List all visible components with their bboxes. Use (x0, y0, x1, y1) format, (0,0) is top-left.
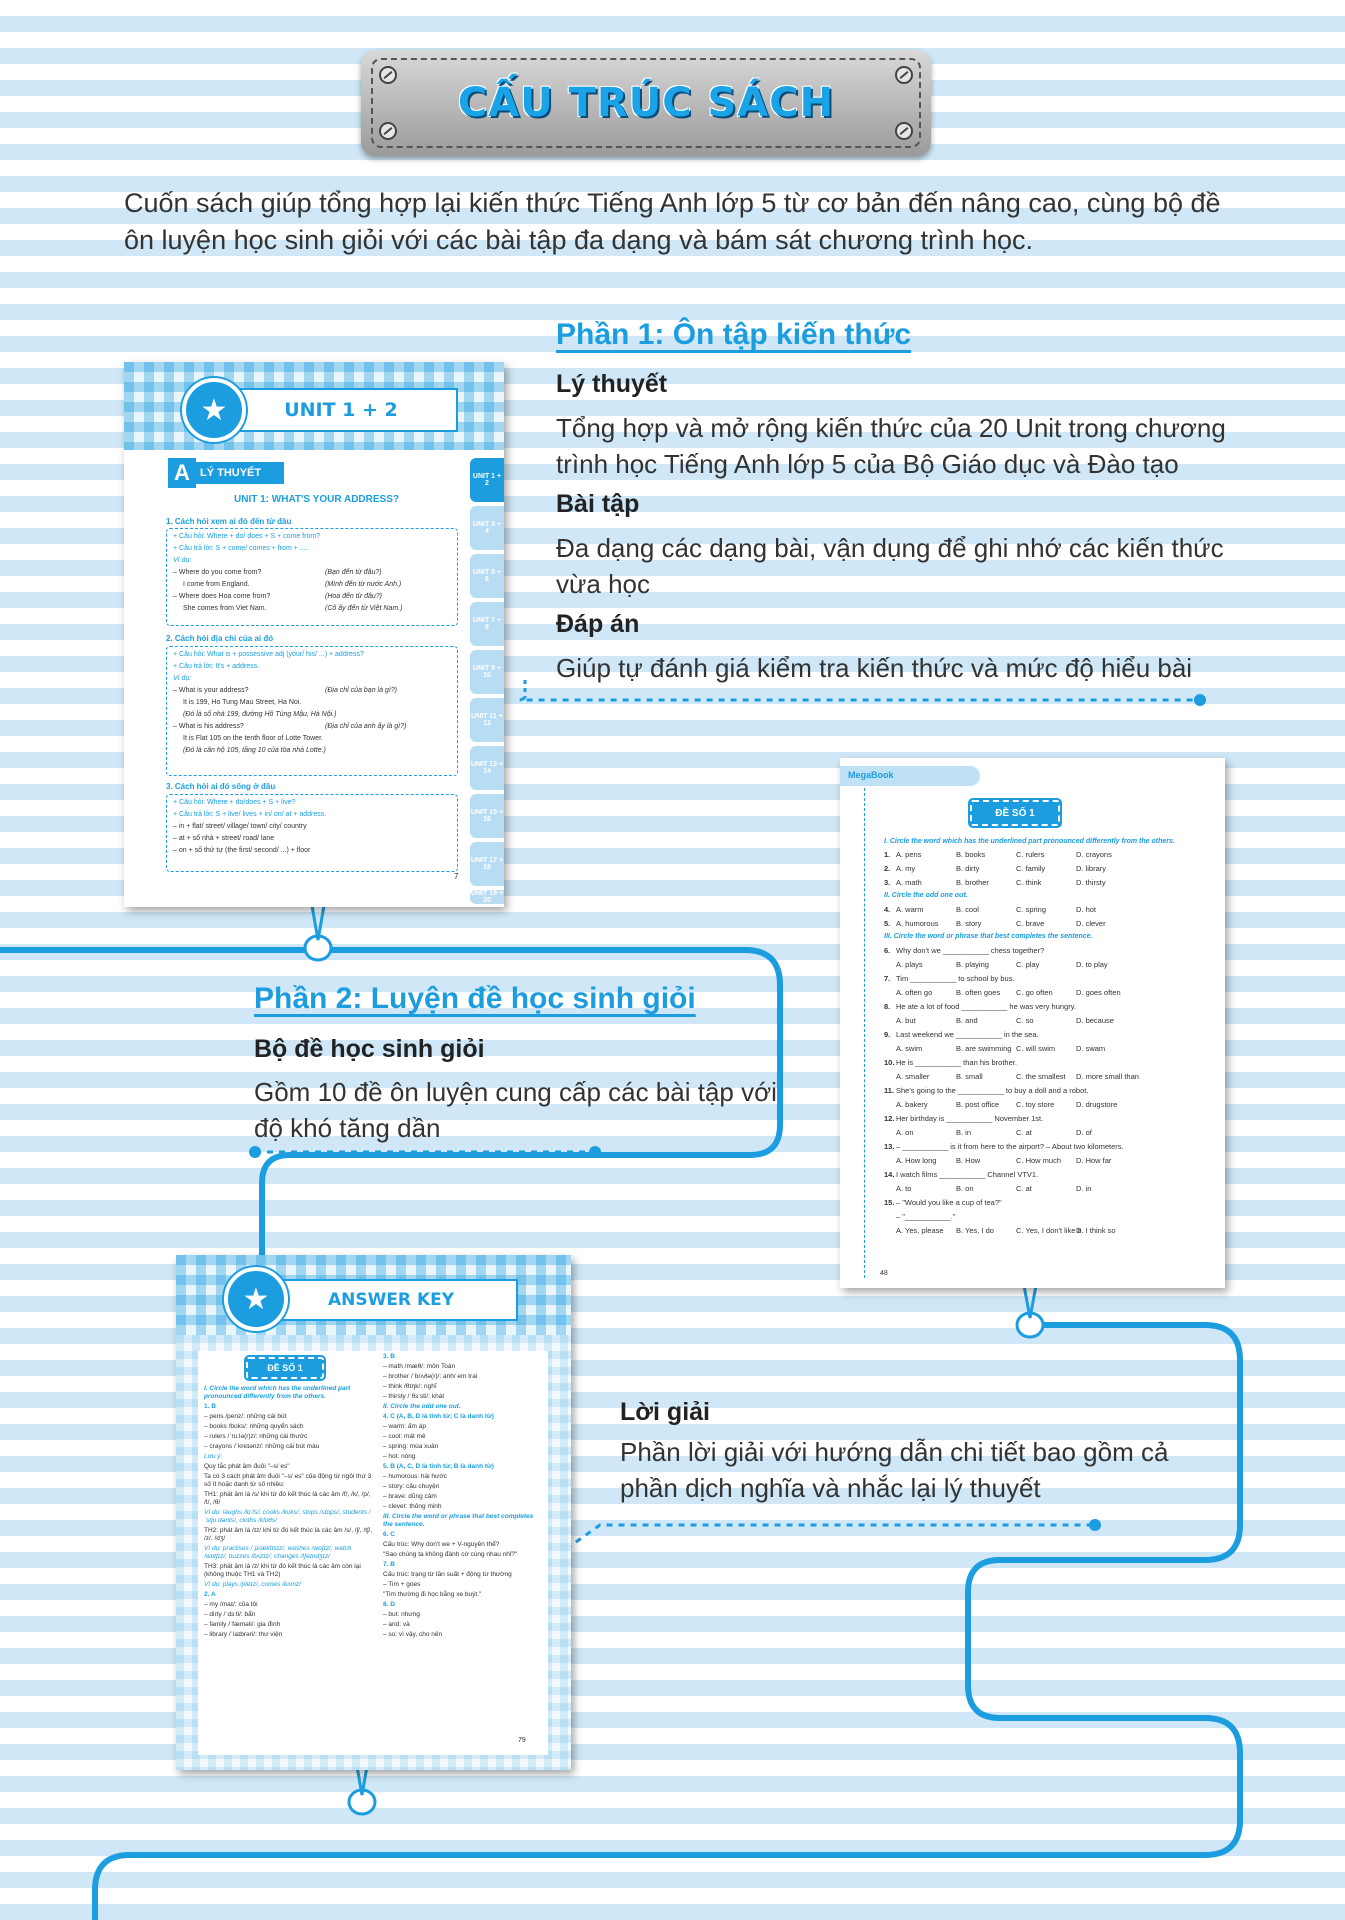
question-option: C. will swim (1016, 1044, 1056, 1053)
block-line: + Câu hỏi: What is + possessive adj (your/ his/ ...) + address? (173, 651, 364, 658)
unit-tab: UNIT 15 + 16 (470, 794, 504, 838)
answer-line: – think /θɪŋk/: nghĩ (383, 1383, 437, 1390)
question-option: B. often goes (956, 988, 1001, 997)
question-option: Her birthday is ___________ November 1st. (896, 1114, 1044, 1123)
question-option: B. Yes, I do (956, 1226, 994, 1235)
answer-line: – spring: mùa xuân (383, 1443, 439, 1450)
block-note: (Địa chỉ của bạn là gì?) (325, 687, 397, 694)
brand-label: MegaBook (848, 770, 894, 780)
question-option: B. post office (956, 1100, 1000, 1109)
question-option: C. go often (1016, 988, 1053, 997)
answer-line: – cool: mát mẻ (383, 1433, 426, 1440)
block-note: (Cô ấy đến từ Việt Nam.) (325, 605, 403, 612)
question-option: B. brother (956, 878, 989, 887)
block-note: (Bạn đến từ đâu?) (325, 569, 382, 576)
answer-line: – brother /ˈbrʌðə(r)/: anh/ em trai (383, 1373, 478, 1380)
part3-title: Lời giải (620, 1398, 711, 1426)
unit-tab: UNIT 13 + 14 (470, 746, 504, 790)
answer-line: TH1: phát âm là /s/ khi từ đó kết thúc là các âm /f/, /k/, /p/, /t/, /θ/ (204, 1491, 371, 1506)
question-option: B. playing (956, 960, 989, 969)
block1-heading: 1. Cách hỏi xem ai đó đến từ đâu (166, 517, 292, 526)
question-option: – "Would you like a cup of tea?" (896, 1198, 1002, 1207)
question-row (884, 1198, 1215, 1210)
question-row (884, 919, 1215, 931)
block3-heading: 3. Cách hỏi ai đó sống ở đâu (166, 782, 276, 791)
question-option: A. math (896, 878, 922, 887)
part1-exercise-title: Bài tập (556, 490, 640, 518)
block-line: – on + số thứ tự (the first/ second/ ...) + floor (173, 847, 311, 854)
block-line: + Câu hỏi: Where + do/does + S + live? (173, 799, 296, 806)
question-option: D. drugstore (1076, 1100, 1118, 1109)
question-option: C. rulers (1016, 850, 1045, 859)
title-banner (361, 50, 931, 156)
question-number: 4. (884, 905, 891, 914)
exam-section-heading: III. Circle the word or phrase that best completes the sentence. (884, 933, 1093, 940)
part1-answer-title: Đáp án (556, 610, 640, 638)
answer-ribbon: ANSWER KEY (264, 1279, 518, 1321)
question-option: B. books (956, 850, 986, 859)
unit-tab: UNIT 19 + 20 (470, 890, 504, 904)
question-number: 5. (884, 919, 891, 928)
question-number: 1. (884, 850, 891, 859)
question-row (884, 1044, 1215, 1056)
question-option: B. cool (956, 905, 979, 914)
unit-page-thumbnail (124, 362, 504, 907)
question-row (884, 1170, 1215, 1182)
question-option: B. story (956, 919, 982, 928)
block-line: + Câu hỏi: Where + do/ does + S + come from? (173, 533, 321, 540)
question-row (884, 946, 1215, 958)
question-row (884, 1212, 1215, 1224)
question-number: 14. (884, 1170, 895, 1179)
answer-line: I. Circle the word which has the underlined part pronounced differently from the others. (204, 1385, 351, 1400)
question-option: She's going to the ___________ to buy a doll and a robot. (896, 1086, 1089, 1095)
page-number: 48 (880, 1270, 888, 1277)
question-option: D. in (1076, 1184, 1092, 1193)
question-option: D. clever (1076, 919, 1106, 928)
exam-title: ĐỀ SỐ 1 (970, 800, 1060, 826)
question-option: C. the smallest (1016, 1072, 1066, 1081)
answer-line: 5. B (A, C, D là tính từ; B là danh từ) (383, 1463, 494, 1470)
answer-title: ĐỀ SỐ 1 (246, 1357, 324, 1379)
unit-tab: UNIT 7 + 8 (470, 602, 504, 646)
block-note: (Mình đến từ nước Anh.) (325, 581, 402, 588)
answer-line: – books /bʊks/: những quyển sách (204, 1423, 304, 1430)
question-option: A. humorous (896, 919, 939, 928)
answer-line: 7. B (383, 1561, 395, 1568)
answer-page-thumbnail (176, 1255, 571, 1770)
answer-line: Ví dụ: laughs /lɑːfs/, cooks /kʊks/, stops /stɒps/, students /ˈstjuːdənts/, cloths /klɒθs/ (204, 1509, 371, 1524)
unit-tab: UNIT 5 + 6 (470, 554, 504, 598)
answer-line: 6. C (383, 1531, 395, 1538)
block2-box (166, 646, 458, 776)
answer-line: 4. C (A, B, D là tính từ; C là danh từ) (383, 1413, 494, 1420)
question-option: D. of (1076, 1128, 1092, 1137)
question-row (884, 1016, 1215, 1028)
answer-line: 8. D (383, 1601, 395, 1608)
page-number: 7 (454, 872, 459, 881)
block3-box (166, 794, 458, 872)
question-number: 6. (884, 946, 891, 955)
question-row (884, 1184, 1215, 1196)
question-number: 11. (884, 1086, 895, 1095)
question-option: A. swim (896, 1044, 923, 1053)
answer-line: – my /maɪ/: của tôi (204, 1601, 258, 1608)
question-option: C. play (1016, 960, 1040, 969)
exam-questions (884, 850, 1215, 1270)
answer-line: "Tim thường đi học bằng xe buýt." (383, 1591, 482, 1598)
block-line: It is Flat 105 on the tenth floor of Lotte Tower. (183, 735, 323, 742)
section-label: LÝ THUYẾT (194, 462, 284, 484)
question-option: D. How far (1076, 1156, 1112, 1165)
question-row (884, 1100, 1215, 1112)
answer-line: – humorous: hài hước (383, 1473, 447, 1480)
answer-line: – math /mæθ/: môn Toán (383, 1363, 456, 1370)
question-option: A. pens (896, 850, 922, 859)
block-line: – What is your address? (173, 687, 249, 694)
unit-tab: UNIT 11 + 12 (470, 698, 504, 742)
section-letter: A (168, 458, 196, 488)
question-option: D. library (1076, 864, 1107, 873)
answer-line: "Sao chúng ta không đánh cờ cùng nhau nhỉ?" (383, 1551, 518, 1558)
question-option: He ate a lot of food ___________ he was very hungry. (896, 1002, 1076, 1011)
block-line: (Đó là căn hộ 105, tầng 10 của tòa nhà Lotte.) (183, 747, 326, 754)
question-row (884, 1086, 1215, 1098)
answer-line: – dirty /ˈdɜːti/: bẩn (204, 1611, 256, 1618)
part1-theory-title: Lý thuyết (556, 370, 668, 398)
unit-ribbon: UNIT 1 + 2 (224, 388, 458, 432)
exam-sec1: I. Circle the word which has the underlined part pronounced differently from the others. (884, 838, 1175, 845)
part1-exercise-text: Đa dạng các dạng bài, vận dụng để ghi nhớ các kiến thức vừa học (556, 533, 1224, 599)
question-option: – "___________." (896, 1212, 956, 1221)
question-option: He is ___________ than his brother. (896, 1058, 1017, 1067)
part1-heading: Phần 1: Ôn tập kiến thức (556, 318, 912, 351)
question-number: 13. (884, 1142, 895, 1151)
part2-title: Bộ đề học sinh giỏi (254, 1035, 485, 1063)
block-line: + Câu trả lời: S + come/ comes + from + .... (173, 545, 308, 552)
block-line: – Where does Hoa come from? (173, 593, 271, 600)
question-number: 9. (884, 1030, 891, 1039)
margin-line (864, 788, 865, 1278)
exam-page-thumbnail (840, 758, 1225, 1288)
question-option: I watch films ___________ Channel VTV1. (896, 1170, 1039, 1179)
block-line: Ví dụ: (173, 675, 192, 682)
question-row (884, 1156, 1215, 1168)
answer-line: – rulers /ˈruːlə(r)z/: những cái thước (204, 1433, 308, 1440)
unit-tab: UNIT 17 + 18 (470, 842, 504, 886)
question-option: D. swam (1076, 1044, 1106, 1053)
answer-right-column (383, 1353, 543, 1641)
part2-heading: Phần 2: Luyện đề học sinh giỏi (254, 982, 696, 1015)
question-option: C. at (1016, 1184, 1032, 1193)
answer-line: TH3: phát âm là /z/ khi từ đó kết thúc là các âm còn lại (không thuộc TH1 và TH2) (204, 1563, 361, 1578)
question-option: C. Yes, I don't like it (1016, 1226, 1082, 1235)
block-note: (Hoa đến từ đâu?) (325, 593, 382, 600)
question-row (884, 864, 1215, 876)
answer-line: 1. B (204, 1403, 216, 1410)
question-option: A. Yes, please (896, 1226, 944, 1235)
question-option: C. at (1016, 1128, 1032, 1137)
block1-box (166, 528, 458, 626)
question-number: 2. (884, 864, 891, 873)
question-number: 15. (884, 1198, 895, 1207)
question-number: 7. (884, 974, 891, 983)
question-option: A. smaller (896, 1072, 930, 1081)
block-line: – at + số nhà + street/ road/ lane (173, 835, 275, 842)
answer-line: III. Circle the word or phrase that best completes the sentence. (383, 1513, 534, 1528)
question-option: – ___________ is it from here to the airport? – About two kilometers. (896, 1142, 1124, 1151)
question-option: A. often go (896, 988, 933, 997)
answer-line: – library /ˈlaɪbrəri/: thư viện (204, 1631, 283, 1638)
question-option: Last weekend we ___________ in the sea. (896, 1030, 1039, 1039)
block-line: She comes from Viet Nam. (183, 605, 267, 612)
block2-heading: 2. Cách hỏi địa chỉ của ai đó (166, 634, 274, 643)
question-option: A. to (896, 1184, 912, 1193)
question-row (884, 1072, 1215, 1084)
block-note: (Địa chỉ của anh ấy là gì?) (325, 723, 407, 730)
answer-line: 3. B (383, 1353, 395, 1360)
answer-line: – warm: ấm áp (383, 1423, 426, 1430)
question-option: C. think (1016, 878, 1042, 887)
question-option: C. How much (1016, 1156, 1062, 1165)
question-option: C. family (1016, 864, 1046, 873)
answer-line: TH2: phát âm là /ɪz/ khi từ đó kết thúc là các âm /s/, /ʃ/, /tʃ/, /z/, /dʒ/ (204, 1527, 373, 1542)
question-option: A. bakery (896, 1100, 928, 1109)
answer-line: – so: vì vậy, cho nên (383, 1631, 443, 1638)
question-option: A. my (896, 864, 916, 873)
question-option: D. because (1076, 1016, 1114, 1025)
question-row (884, 905, 1215, 917)
question-option: D. to play (1076, 960, 1108, 969)
answer-line: Lưu ý: (204, 1453, 223, 1460)
answer-line: – but: nhưng (383, 1611, 420, 1618)
question-option: C. spring (1016, 905, 1047, 914)
answer-line: 2. A (204, 1591, 216, 1598)
block-line: + Câu trả lời: S + live/ lives + in/ on/ at + address. (173, 811, 327, 818)
question-option: D. hot (1076, 905, 1097, 914)
question-option: B. in (956, 1128, 972, 1137)
unit-subtitle: UNIT 1: WHAT'S YOUR ADDRESS? (234, 494, 399, 505)
question-row (884, 1128, 1215, 1140)
star-medal-icon: ★ (182, 378, 246, 442)
question-row (884, 1142, 1215, 1154)
answer-line: – pens /penz/: những cái bút (204, 1413, 287, 1420)
question-option: B. dirty (956, 864, 980, 873)
page-title: CẤU TRÚC SÁCH (457, 80, 835, 126)
answer-line: Ví dụ: plays /pleɪz/, comes /kʌmz/ (204, 1581, 301, 1588)
question-option: C. so (1016, 1016, 1034, 1025)
question-row (884, 850, 1215, 862)
question-option: D. I think so (1076, 1226, 1116, 1235)
answer-line: – hot: nóng (383, 1453, 416, 1460)
answer-line: Ta có 3 cách phát âm đuôi "–s/ es" của động từ ngôi thứ 3 số ít hoặc danh từ số nhiều: (204, 1473, 372, 1488)
question-option: D. more small than (1076, 1072, 1139, 1081)
question-option: D. thirsty (1076, 878, 1106, 887)
block-line: Ví dụ: (173, 557, 192, 564)
question-option: Why don't we ___________ chess together? (896, 946, 1045, 955)
question-number: 10. (884, 1058, 895, 1067)
question-option: A. How long (896, 1156, 937, 1165)
question-option: C. brave (1016, 919, 1045, 928)
question-number: 8. (884, 1002, 891, 1011)
question-row (884, 960, 1215, 972)
answer-line: – and: và (383, 1621, 410, 1628)
star-medal-icon: ★ (224, 1267, 288, 1331)
block-line: It is 199, Ho Tung Mau Street, Ha Noi. (183, 699, 302, 706)
question-option: D. crayons (1076, 850, 1112, 859)
answer-line: – brave: dũng cảm (383, 1493, 437, 1500)
part2-text: Gồm 10 đề ôn luyện cung cấp các bài tập với độ khó tăng dần (254, 1077, 777, 1143)
question-option: A. on (896, 1128, 914, 1137)
question-option: D. goes often (1076, 988, 1121, 997)
block-line: – Where do you come from? (173, 569, 262, 576)
exam-section-heading: II. Circle the odd one out. (884, 892, 968, 899)
answer-line: Ví dụ: practises /ˈpræktɪsɪz/, washes /wɒʃɪz/, watch /wɒtʃɪz/, buzzes /bʌzɪz/, changes /tʃeɪndʒɪz/ (204, 1545, 352, 1560)
question-option: B. on (956, 1184, 974, 1193)
question-row (884, 1002, 1215, 1014)
block-line: – What is his address? (173, 723, 244, 730)
question-number: 3. (884, 878, 891, 887)
question-option: B. How (956, 1156, 981, 1165)
answer-line: – thirsty /ˈθɜːsti/: khát (383, 1393, 445, 1400)
part1-theory-text: Tổng hợp và mở rộng kiến thức của 20 Unit trong chương trình học Tiếng Anh lớp 5 của Bộ Giáo dục và Đào tạo (556, 413, 1226, 479)
unit-tab: UNIT 3 + 4 (470, 506, 504, 550)
answer-line: Quy tắc phát âm đuôi "–s/ es" (204, 1463, 290, 1470)
question-row (884, 1058, 1215, 1070)
block-line: + Câu trả lời: It's + address. (173, 663, 260, 670)
answer-line: – crayons /ˈkreɪənz/: những cái bút màu (204, 1443, 320, 1450)
part1-answer-text: Giúp tự đánh giá kiểm tra kiến thức và mức độ hiểu bài (556, 653, 1193, 683)
part3-text: Phần lời giải với hướng dẫn chi tiết bao gồm cả phần dịch nghĩa và nhắc lại lý thuyết (620, 1437, 1169, 1503)
intro-text: Cuốn sách giúp tổng hợp lại kiến thức Tiếng Anh lớp 5 từ cơ bản đến nâng cao, cùng bộ đề ôn luyện học sinh giỏi với các bài tập đa dạng và bám sát chương trình học. (124, 188, 1221, 255)
question-row (884, 1226, 1215, 1238)
question-option: B. and (956, 1016, 978, 1025)
question-option: A. warm (896, 905, 924, 914)
answer-line: – Tim + goes (383, 1581, 421, 1588)
question-row (884, 974, 1215, 986)
page-number: 79 (518, 1737, 526, 1744)
answer-line: – clever: thông minh (383, 1503, 442, 1510)
unit-tab: UNIT 1 + 2 (470, 458, 504, 502)
answer-line: Cấu trúc: Why don't we + V-nguyên thể? (383, 1541, 500, 1548)
question-row (884, 988, 1215, 1000)
question-option: A. but (896, 1016, 916, 1025)
block-line: – in + flat/ street/ village/ town/ city/ country (173, 823, 307, 830)
question-option: B. are swimming (956, 1044, 1012, 1053)
question-option: B. small (956, 1072, 983, 1081)
question-row (884, 878, 1215, 890)
question-row (884, 1030, 1215, 1042)
question-option: C. toy store (1016, 1100, 1055, 1109)
block-line: I come from England. (183, 581, 250, 588)
answer-left-column (204, 1385, 374, 1641)
answer-line: – family /ˈfæməli/: gia đình (204, 1621, 281, 1628)
question-option: Tim ___________ to school by bus. (896, 974, 1015, 983)
answer-content (198, 1351, 548, 1755)
block-line: (Đó là số nhà 199, đường Hồ Tùng Mậu, Hà Nội.) (183, 711, 337, 718)
answer-line: II. Circle the odd one out. (383, 1403, 461, 1410)
question-number: 12. (884, 1114, 895, 1123)
unit-tab: UNIT 9 + 10 (470, 650, 504, 694)
answer-line: Cấu trúc: trạng từ tần suất + động từ thường (383, 1571, 512, 1578)
question-row (884, 1114, 1215, 1126)
question-option: A. plays (896, 960, 923, 969)
answer-line: – story: câu chuyện (383, 1483, 440, 1490)
